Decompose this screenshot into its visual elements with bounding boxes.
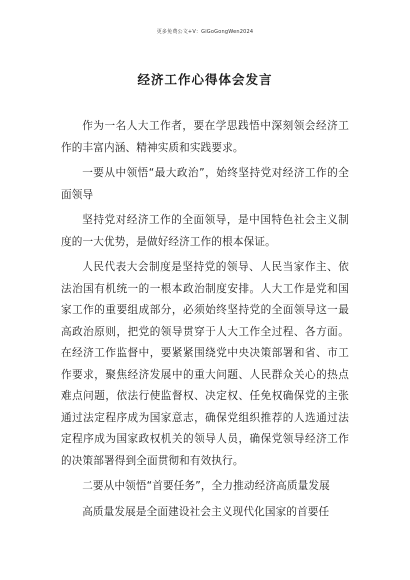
header-note: 更多免费公文+V：GiGoGongWen2024 xyxy=(156,29,254,35)
paragraph-intro: 作为一名人大工作者，要在学思践悟中深刻领会经济工作的丰富内涵、精神实质和实践要求。 xyxy=(61,120,349,154)
document-title: 经济工作心得体会发言 xyxy=(137,72,273,87)
document-body xyxy=(61,116,349,523)
section-heading-2: 二要从中领悟“首要任务”，全力推动经济高质量发展 xyxy=(82,480,330,492)
paragraph-people-congress: 人民代表大会制度是坚持党的领导、人民当家作主、依法治国有机统一的一根本政治制度安排。人大工作是党和国家工作的重要组成部分，必须始终坚持党的全面领导这一最高政治原则，把党的领导贯穿于人大工作全过程、各方面。在经济工作监督中，要紧紧围绕党中央决策部署和省、市工作要求，聚焦经济发展中的重大问题、人民群众关心的热点难点问题，依法行使监督权、决定权、任免权确保党的主张通过法定程序成为国家意志，确保党组织推荐的人选通过法定程序成为国家政权机关的领导人员，确保党领导经济工作的决策部署得到全面贯彻和有效执行。 xyxy=(61,261,349,467)
section-heading-1: 一要从中领悟“最大政治”，始终坚持党对经济工作的全面领导 xyxy=(61,167,349,201)
paragraph-leadership: 坚持党对经济工作的全面领导，是中国特色社会主义制度的一大优势，是做好经济工作的根本保证。 xyxy=(61,214,349,248)
paragraph-high-quality: 高质量发展是全面建设社会主义现代化国家的首要任 xyxy=(82,505,330,518)
